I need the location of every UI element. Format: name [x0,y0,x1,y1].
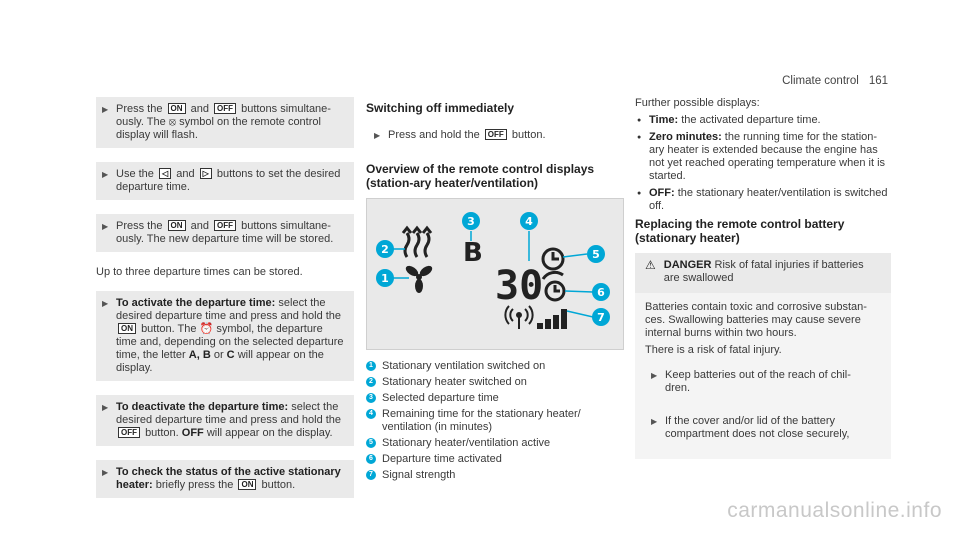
step-text: briefly press the [155,479,234,491]
letters: A, B [188,349,211,361]
step-text: buttons simultane-ously. The ⦻ symbol on the remote control display will flash. [116,103,331,141]
on-key-icon: ON [168,220,186,231]
caption-number: 7 [366,470,376,480]
step-text: will appear on the display. [116,349,324,374]
intro-text: Further possible displays: [635,97,760,109]
remote-display-figure [366,198,624,350]
bullet-term: Zero minutes: [649,131,722,143]
step-text: button. The ⏰ symbol, the departure time and, depending on the selected departure time, the letter [116,323,344,361]
caption-item [366,392,622,405]
heading-replace-battery: Replacing the remote control battery (stationary heater) [635,217,845,245]
off-key-icon: OFF [214,103,236,114]
caption-number: 3 [366,393,376,403]
heading-switch-off: Switching off immediately [366,101,515,115]
caption-item [366,469,622,482]
remote-display-illustration [367,199,623,349]
caption-text: Departure time activated [382,453,502,465]
page-header [782,75,888,87]
column-left [96,97,354,512]
off-key-icon: OFF [118,427,140,438]
letter-c: C [226,349,235,361]
page-number: 161 [868,75,888,87]
step-heading: To deactivate the departure time: [116,401,289,413]
step-text: select the desired departure time and press and hold the [116,297,342,322]
watermark: carmanualsonline.info [727,499,942,522]
right-arrow-key-icon: ▷ [200,168,212,179]
caption-number: 1 [366,361,376,371]
bullet-item [635,131,891,183]
caption-number: 4 [366,409,376,419]
left-arrow-key-icon: ◁ [159,168,171,179]
danger-body [635,293,891,459]
step-deactivate [96,395,354,446]
caption-text: Stationary heater/ventilation active [382,437,551,449]
bullet-text: the running time for the station-ary heater is extended because the engine has not yet reached operating temperature when it is started. [649,131,886,182]
caption-item [366,437,622,450]
off-label: OFF [181,427,204,439]
caption-number: 2 [366,377,376,387]
section-title: Climate control [782,75,859,87]
svg-text:3: 3 [467,215,475,228]
danger-paragraph: There is a risk of fatal injury. [645,344,782,356]
off-key-icon: OFF [214,220,236,231]
bullet-item [635,114,891,127]
step-text: Press and hold the [388,129,480,141]
bullet-text: the activated departure time. [681,114,821,126]
display-digits: 30 [495,263,544,309]
svg-text:5: 5 [592,248,600,261]
svg-text:6: 6 [597,286,605,299]
step-text: and [176,168,195,180]
danger-paragraph: Batteries contain toxic and corrosive substan-ces. Swallowing batteries may cause severe internal burns within two hours. [645,301,867,339]
step-activate [96,291,354,381]
caption-item [366,376,622,389]
step-text: button. [145,427,179,439]
off-key-icon: OFF [485,129,507,140]
caption-list [366,360,622,482]
step-check-status [96,460,354,498]
bullet-term: Time: [649,114,679,126]
caption-text: Selected departure time [382,392,499,404]
step-text: button. [511,129,546,141]
danger-summary: Risk of fatal injuries if batteries are swallowed [663,259,864,284]
step-2 [96,162,354,200]
caption-text: Signal strength [382,469,456,481]
svg-text:2: 2 [381,243,389,256]
danger-box [635,253,891,459]
svg-text:1: 1 [381,272,389,285]
warning-triangle-icon: ⚠ [645,258,656,272]
caption-number: 5 [366,438,376,448]
step-text: buttons simultane-ously. The new departure time will be stored. [116,220,334,245]
step-text: and [190,103,209,115]
bullet-text: the stationary heater/ventilation is switched off. [649,187,888,212]
step-text: or [213,349,224,361]
step-text: Press the [116,103,163,115]
caption-item [366,360,622,373]
step-text: Press the [116,220,163,232]
column-middle [366,97,622,485]
step-text: Use the [116,168,154,180]
on-key-icon: ON [238,479,256,490]
column-right [635,97,891,459]
svg-text:4: 4 [525,215,533,228]
on-key-icon: ON [118,323,136,334]
on-key-icon: ON [168,103,186,114]
step-switch-off [366,123,622,148]
danger-title: DANGER [663,259,712,271]
danger-step: ▶ If the cover and/or lid of the battery compartment does not close securely, [645,409,881,447]
danger-header [645,259,881,285]
caption-number: 6 [366,454,376,464]
caption-item [366,453,622,466]
step-text: will appear on the display. [206,427,333,439]
display-letter: B [463,238,483,268]
step-text: select the desired departure time and press and hold the [116,401,342,426]
step-heading: To check the status of the active stationary heater: [116,466,341,491]
svg-text:7: 7 [597,311,605,324]
danger-step: ▶ Keep batteries out of the reach of chil-dren. [645,363,881,401]
bullet-item [635,187,891,213]
danger-title-wrap [664,259,881,285]
caption-text: Stationary heater switched on [382,376,527,388]
caption-item [366,408,622,434]
step-text: button. [261,479,296,491]
caption-text: Remaining time for the stationary heater/ ventilation (in minutes) [382,408,581,433]
step-heading: To activate the departure time: [116,297,276,309]
caption-text: Stationary ventilation switched on [382,360,546,372]
step-text: and [190,220,209,232]
bullet-term: OFF: [649,187,675,199]
step-text: buttons to set the desired departure time. [116,168,341,193]
step-3 [96,214,354,252]
step-1 [96,97,354,148]
paragraph: Up to three departure times can be stored. [96,266,303,278]
heading-overview: Overview of the remote control displays (station-ary heater/ventilation) [366,162,595,190]
